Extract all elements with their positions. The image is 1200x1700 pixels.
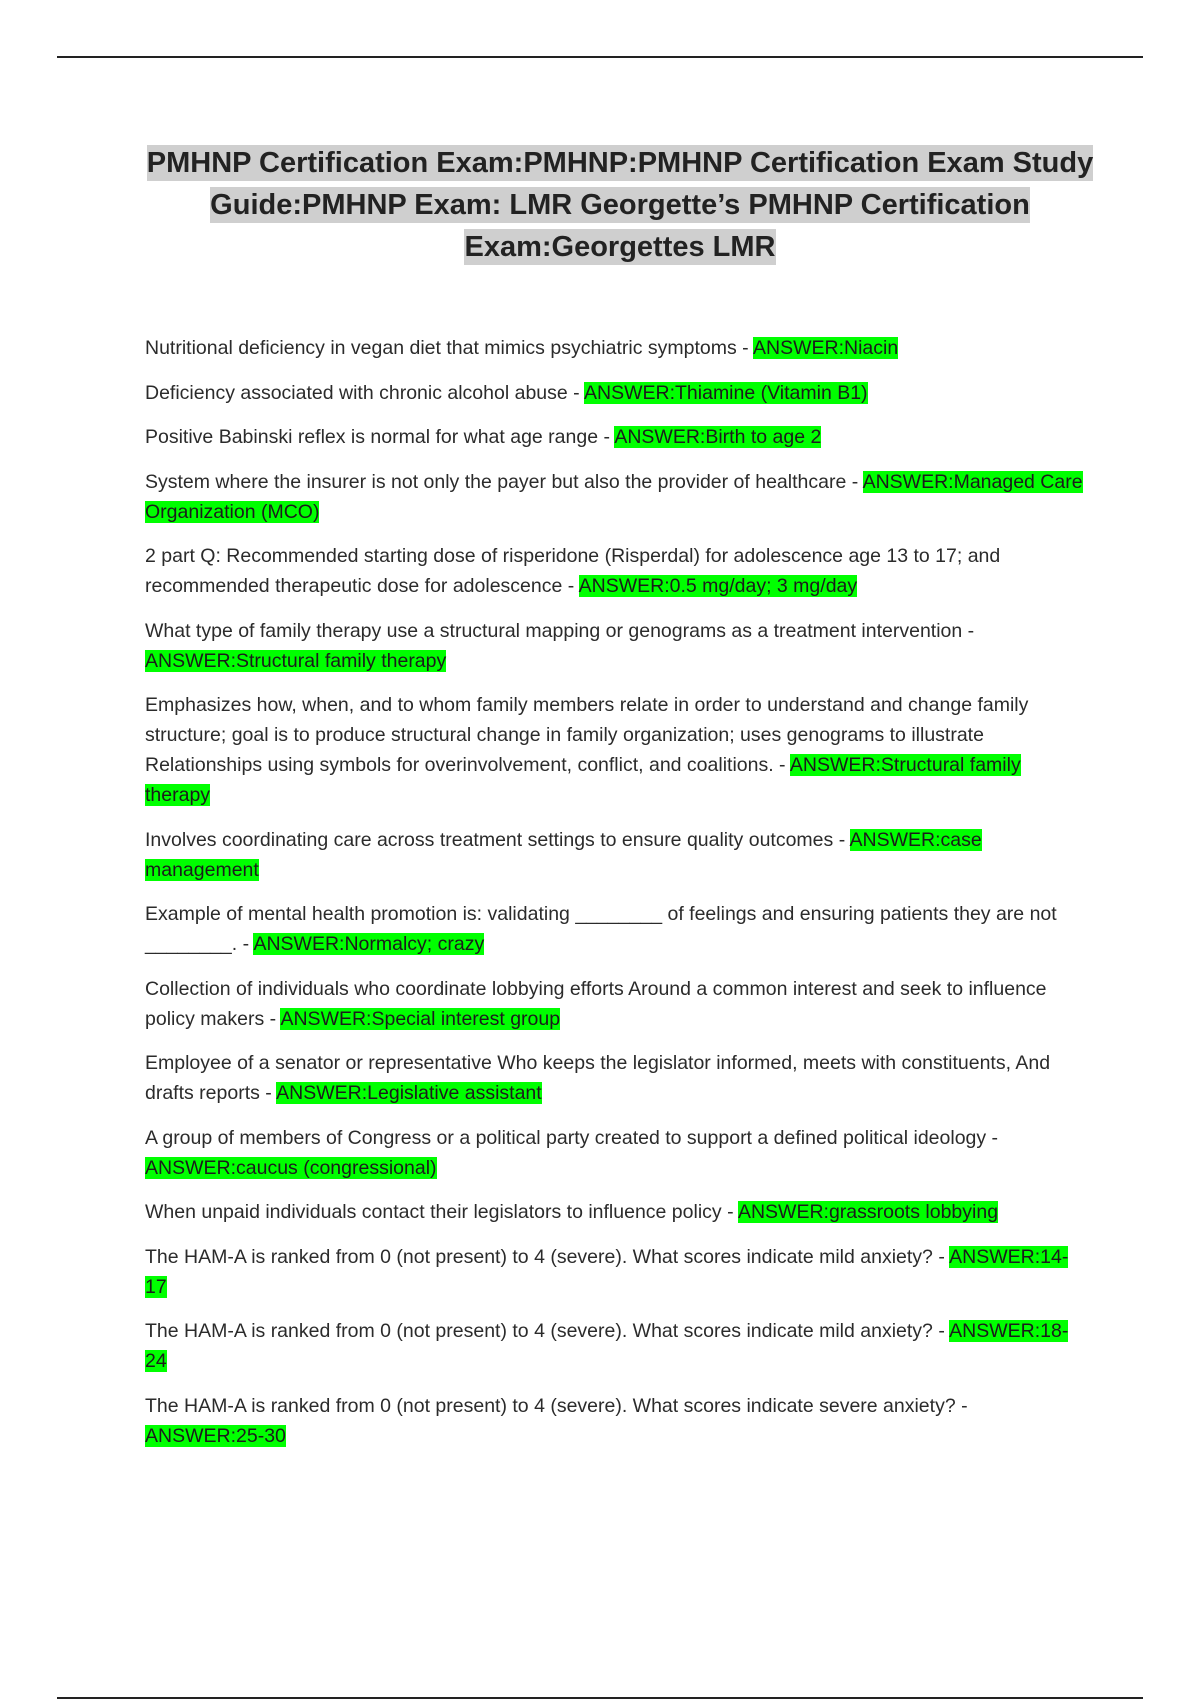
qa-item [145,333,1090,363]
answer-highlight: ANSWER:Birth to age 2 [614,426,822,448]
qa-item [145,422,1090,452]
page-title [120,142,1120,268]
answer-highlight: ANSWER:Niacin [753,337,899,359]
answer-highlight: ANSWER:caucus (congressional) [145,1156,437,1179]
question-text: Collection of individuals who coordinate lobbying efforts Around a common interest and seek to influence policy makers [145,977,1047,1030]
top-rule [57,56,1143,58]
separator: - [264,1007,281,1030]
qa-item [145,825,1090,885]
question-text: What type of family therapy use a structural mapping or genograms as a treatment intervention [145,619,963,642]
answer-highlight: ANSWER:Managed Care Organization (MCO) [145,470,1083,523]
question-text: Positive Babinski reflex is normal for what age range [145,426,599,448]
qa-list [145,333,1090,1465]
question-text: Example of mental health promotion is: validating ________ of feelings and ensuring patients they are not ________. [145,903,1057,955]
qa-item [145,1197,1090,1227]
question-text: Emphasizes how, when, and to whom family members relate in order to understand and change family structure; goal is to produce structural change in family organization; uses genograms to illustrate Relationships using symbols for overinvolvement, conflict, and coalitions. [145,694,1029,776]
separator: - [237,933,254,955]
qa-item [145,467,1090,527]
question-text: Involves coordinating care across treatment settings to ensure quality outcomes [145,828,834,851]
separator: - [846,470,863,493]
question-text: Nutritional deficiency in vegan diet that mimics psychiatric symptoms [145,337,737,359]
answer-highlight: ANSWER:grassroots lobbying [737,1201,999,1223]
answer-highlight: ANSWER:Normalcy; crazy [253,933,485,955]
separator: - [833,828,850,851]
answer-highlight: ANSWER:Thiamine (Vitamin B1) [584,381,868,404]
separator: - [721,1201,738,1223]
separator: - [598,426,615,448]
separator: - [562,575,579,597]
separator: - [986,1126,999,1149]
answer-highlight: ANSWER:14-17 [145,1245,1069,1298]
answer-highlight: ANSWER:Legislative assistant [276,1082,542,1104]
qa-item [145,616,1090,676]
question-text: Deficiency associated with chronic alcohol abuse [145,381,568,404]
separator: - [773,754,790,776]
question-text: When unpaid individuals contact their legislators to influence policy [145,1201,722,1223]
qa-item [145,899,1090,959]
qa-item [145,1391,1090,1451]
separator: - [962,619,975,642]
qa-item [145,1316,1090,1376]
separator: - [932,1245,950,1268]
separator: - [567,381,584,404]
answer-highlight: ANSWER:Structural family therapy [145,754,1021,806]
question-text: 2 part Q: Recommended starting dose of risperidone (Risperdal) for adolescence age 13 to 17; and recommended therapeutic dose for adolescence [145,545,1001,597]
separator: - [932,1320,950,1342]
page-title-text: PMHNP Certification Exam:PMHNP:PMHNP Certification Exam Study Guide:PMHNP Exam: LMR Georgette’s PMHNP Certification Exam:Georgettes LMR [146,147,1094,263]
answer-highlight: ANSWER:18-24 [145,1320,1069,1372]
qa-item [145,378,1090,408]
question-text: System where the insurer is not only the payer but also the provider of healthcare [145,470,847,493]
answer-highlight: ANSWER:case management [145,828,982,881]
separator: - [736,337,753,359]
question-text: The HAM-A is ranked from 0 (not present) to 4 (severe). What scores indicate severe anxiety? [145,1394,956,1417]
answer-highlight: ANSWER:0.5 mg/day; 3 mg/day [578,575,858,597]
bottom-rule [57,1697,1143,1699]
answer-highlight: ANSWER:Special interest group [280,1007,561,1030]
separator: - [259,1082,277,1104]
qa-item [145,1048,1090,1108]
question-text: The HAM-A is ranked from 0 (not present) to 4 (severe). What scores indicate mild anxiety? [145,1245,933,1268]
answer-highlight: ANSWER:25-30 [145,1424,286,1447]
qa-item [145,690,1090,810]
question-text: The HAM-A is ranked from 0 (not present) to 4 (severe). What scores indicate mild anxiety? [145,1320,933,1342]
answer-highlight: ANSWER:Structural family therapy [145,649,447,672]
separator: - [955,1394,968,1417]
question-text: Employee of a senator or representative Who keeps the legislator informed, meets with constituents, And drafts reports [145,1052,1051,1104]
qa-item [145,974,1090,1034]
question-text: A group of members of Congress or a political party created to support a defined political ideology [145,1126,987,1149]
qa-item [145,1242,1090,1302]
qa-item [145,541,1090,601]
qa-item [145,1123,1090,1183]
